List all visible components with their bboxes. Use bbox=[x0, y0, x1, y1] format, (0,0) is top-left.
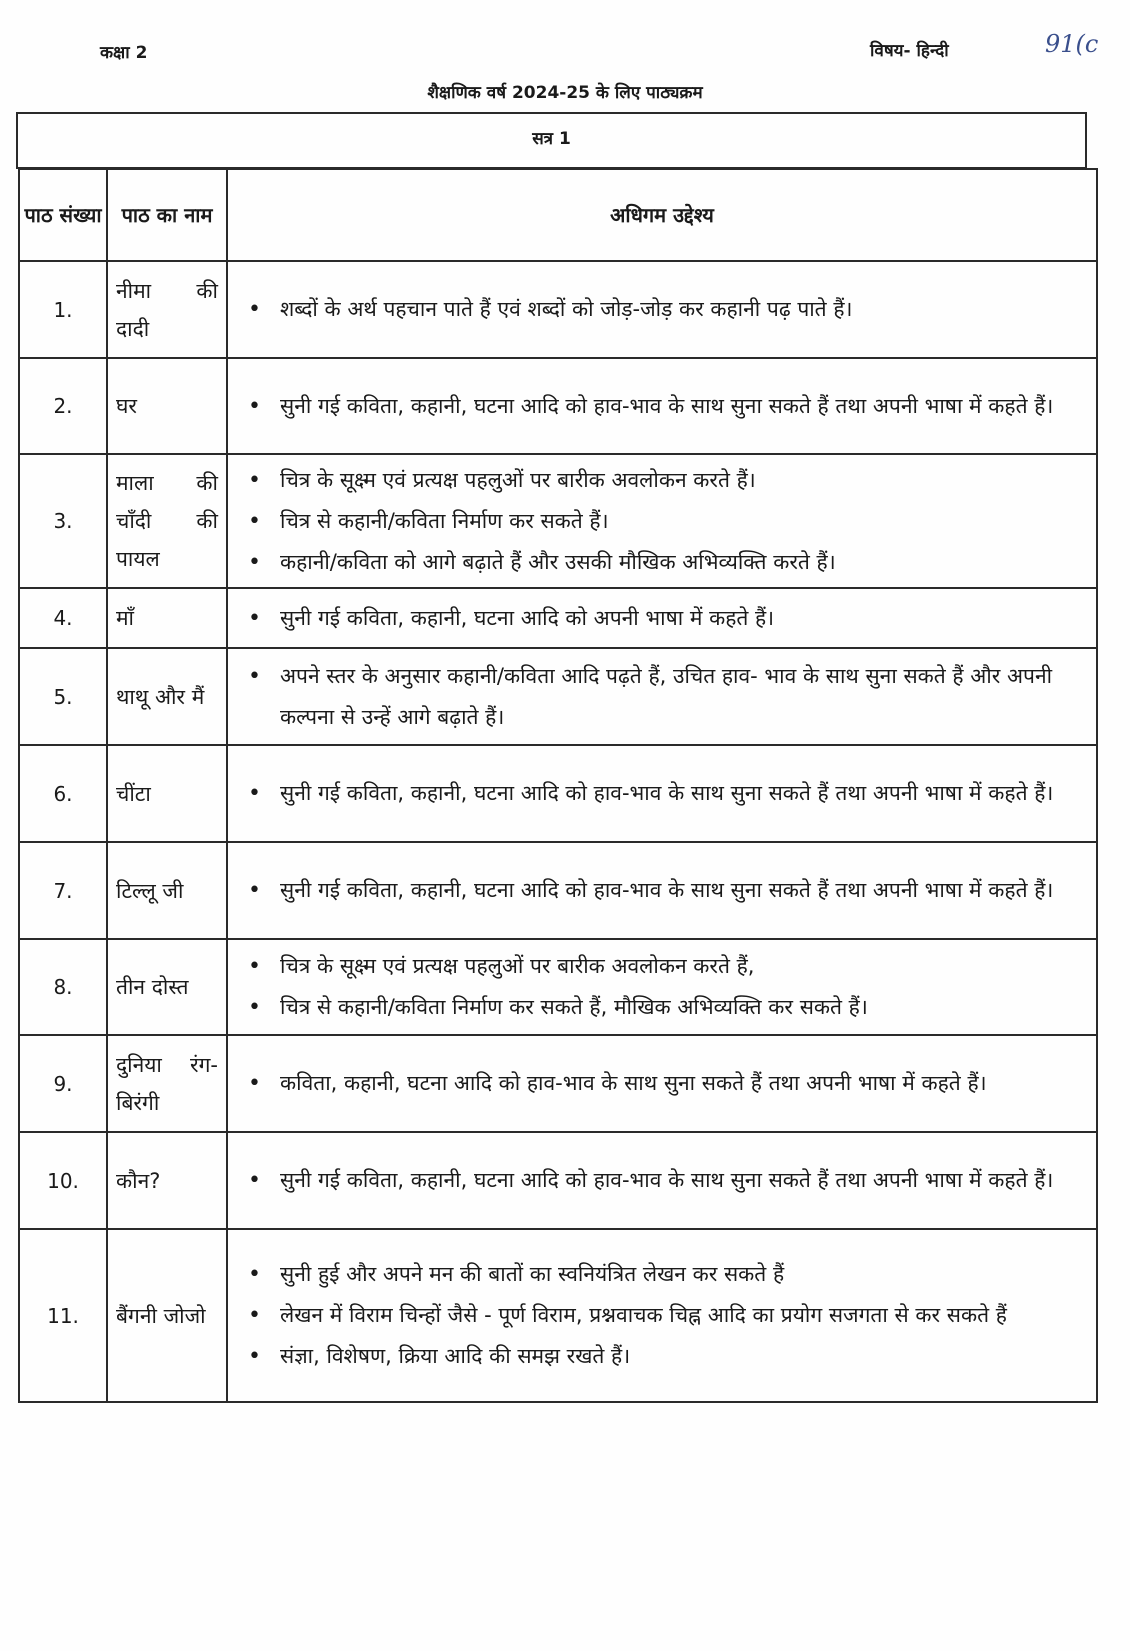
objective-list bbox=[242, 289, 1086, 330]
learning-objectives bbox=[227, 454, 1097, 588]
header-learning-objectives: अधिगम उद्देश्य bbox=[227, 169, 1097, 261]
objective-item: • चित्र के सूक्ष्म एवं प्रत्यक्ष पहलुओं पर बारीक अवलोकन करते हैं, bbox=[242, 946, 1086, 987]
table-row bbox=[19, 1035, 1097, 1132]
table-row bbox=[19, 745, 1097, 842]
lesson-name: थाथू और मैं bbox=[107, 648, 227, 745]
objective-list bbox=[242, 773, 1086, 814]
objective-list bbox=[242, 656, 1086, 738]
learning-objectives bbox=[227, 745, 1097, 842]
table-body bbox=[19, 261, 1097, 1402]
lesson-number: 3. bbox=[19, 454, 107, 588]
lesson-number: 1. bbox=[19, 261, 107, 358]
objective-list bbox=[242, 1254, 1086, 1377]
learning-objectives bbox=[227, 939, 1097, 1035]
lesson-number: 5. bbox=[19, 648, 107, 745]
objective-item: • लेखन में विराम चिन्हों जैसे - पूर्ण विराम, प्रश्नवाचक चिह्न आदि का प्रयोग सजगता से कर सकते हैं bbox=[242, 1295, 1086, 1336]
objective-item: • चित्र से कहानी/कविता निर्माण कर सकते हैं, मौखिक अभिव्यक्ति कर सकते हैं। bbox=[242, 987, 1086, 1028]
header-lesson-number: पाठ संख्या bbox=[19, 169, 107, 261]
learning-objectives bbox=[227, 1132, 1097, 1229]
lesson-name: कौन? bbox=[107, 1132, 227, 1229]
objective-list bbox=[242, 1063, 1086, 1104]
learning-objectives bbox=[227, 1229, 1097, 1402]
learning-objectives bbox=[227, 842, 1097, 939]
lesson-number: 6. bbox=[19, 745, 107, 842]
objective-item: • सुनी गई कविता, कहानी, घटना आदि को हाव-भाव के साथ सुना सकते हैं तथा अपनी भाषा में कहते हैं। bbox=[242, 1160, 1086, 1201]
learning-objectives bbox=[227, 1035, 1097, 1132]
syllabus-table bbox=[18, 168, 1098, 1403]
table-row bbox=[19, 648, 1097, 745]
objective-list bbox=[242, 870, 1086, 911]
handwritten-note: 91(c bbox=[1045, 30, 1099, 58]
lesson-name: बैंगनी जोजो bbox=[107, 1229, 227, 1402]
lesson-number: 11. bbox=[19, 1229, 107, 1402]
table-row bbox=[19, 1229, 1097, 1402]
objective-item: • कहानी/कविता को आगे बढ़ाते हैं और उसकी मौखिक अभिव्यक्ति करते हैं। bbox=[242, 542, 1086, 583]
learning-objectives bbox=[227, 358, 1097, 454]
objective-item: • सुनी गई कविता, कहानी, घटना आदि को हाव-भाव के साथ सुना सकते हैं तथा अपनी भाषा में कहते हैं। bbox=[242, 773, 1086, 814]
objective-item: • सुनी गई कविता, कहानी, घटना आदि को हाव-भाव के साथ सुना सकते हैं तथा अपनी भाषा में कहते हैं। bbox=[242, 386, 1086, 427]
objective-item: • सुनी गई कविता, कहानी, घटना आदि को हाव-भाव के साथ सुना सकते हैं तथा अपनी भाषा में कहते हैं। bbox=[242, 870, 1086, 911]
table-row bbox=[19, 358, 1097, 454]
table-row bbox=[19, 842, 1097, 939]
learning-objectives bbox=[227, 648, 1097, 745]
lesson-number: 9. bbox=[19, 1035, 107, 1132]
lesson-name: चींटा bbox=[107, 745, 227, 842]
objective-item: • चित्र से कहानी/कविता निर्माण कर सकते हैं। bbox=[242, 501, 1086, 542]
lesson-name: माला की चाँदी की पायल bbox=[107, 454, 227, 588]
document-title: शैक्षणिक वर्ष 2024-25 के लिए पाठ्यक्रम bbox=[427, 83, 703, 103]
objective-item: • अपने स्तर के अनुसार कहानी/कविता आदि पढ़ते हैं, उचित हाव- भाव के साथ सुना सकते हैं और अपनी कल्पना से उन्हें आगे बढ़ाते हैं। bbox=[242, 656, 1086, 738]
lesson-number: 4. bbox=[19, 588, 107, 648]
class-label: कक्षा 2 bbox=[100, 43, 148, 63]
objective-item: • चित्र के सूक्ष्म एवं प्रत्यक्ष पहलुओं पर बारीक अवलोकन करते हैं। bbox=[242, 460, 1086, 501]
session-heading: सत्र 1 bbox=[16, 112, 1087, 169]
table-row bbox=[19, 939, 1097, 1035]
objective-list bbox=[242, 946, 1086, 1028]
objective-item: • कविता, कहानी, घटना आदि को हाव-भाव के साथ सुना सकते हैं तथा अपनी भाषा में कहते हैं। bbox=[242, 1063, 1086, 1104]
lesson-name: घर bbox=[107, 358, 227, 454]
objective-item: • सुनी हुई और अपने मन की बातों का स्वनियंत्रित लेखन कर सकते हैं bbox=[242, 1254, 1086, 1295]
objective-list bbox=[242, 386, 1086, 427]
lesson-name: तीन दोस्त bbox=[107, 939, 227, 1035]
lesson-number: 10. bbox=[19, 1132, 107, 1229]
learning-objectives bbox=[227, 588, 1097, 648]
subject-label: विषय- हिन्दी bbox=[870, 41, 949, 61]
objective-item: • संज्ञा, विशेषण, क्रिया आदि की समझ रखते हैं। bbox=[242, 1336, 1086, 1377]
objective-item: • शब्दों के अर्थ पहचान पाते हैं एवं शब्दों को जोड़-जोड़ कर कहानी पढ़ पाते हैं। bbox=[242, 289, 1086, 330]
lesson-name: टिल्लू जी bbox=[107, 842, 227, 939]
table-row bbox=[19, 588, 1097, 648]
lesson-number: 7. bbox=[19, 842, 107, 939]
table-header-row bbox=[19, 169, 1097, 261]
objective-list bbox=[242, 1160, 1086, 1201]
objective-list bbox=[242, 598, 1086, 639]
table-row bbox=[19, 454, 1097, 588]
lesson-number: 2. bbox=[19, 358, 107, 454]
lesson-number: 8. bbox=[19, 939, 107, 1035]
lesson-name: नीमा की दादी bbox=[107, 261, 227, 358]
table-row bbox=[19, 1132, 1097, 1229]
lesson-name: दुनिया रंग-बिरंगी bbox=[107, 1035, 227, 1132]
learning-objectives bbox=[227, 261, 1097, 358]
header-lesson-name: पाठ का नाम bbox=[107, 169, 227, 261]
lesson-name: माँ bbox=[107, 588, 227, 648]
objective-list bbox=[242, 460, 1086, 583]
objective-item: • सुनी गई कविता, कहानी, घटना आदि को अपनी भाषा में कहते हैं। bbox=[242, 598, 1086, 639]
table-row bbox=[19, 261, 1097, 358]
